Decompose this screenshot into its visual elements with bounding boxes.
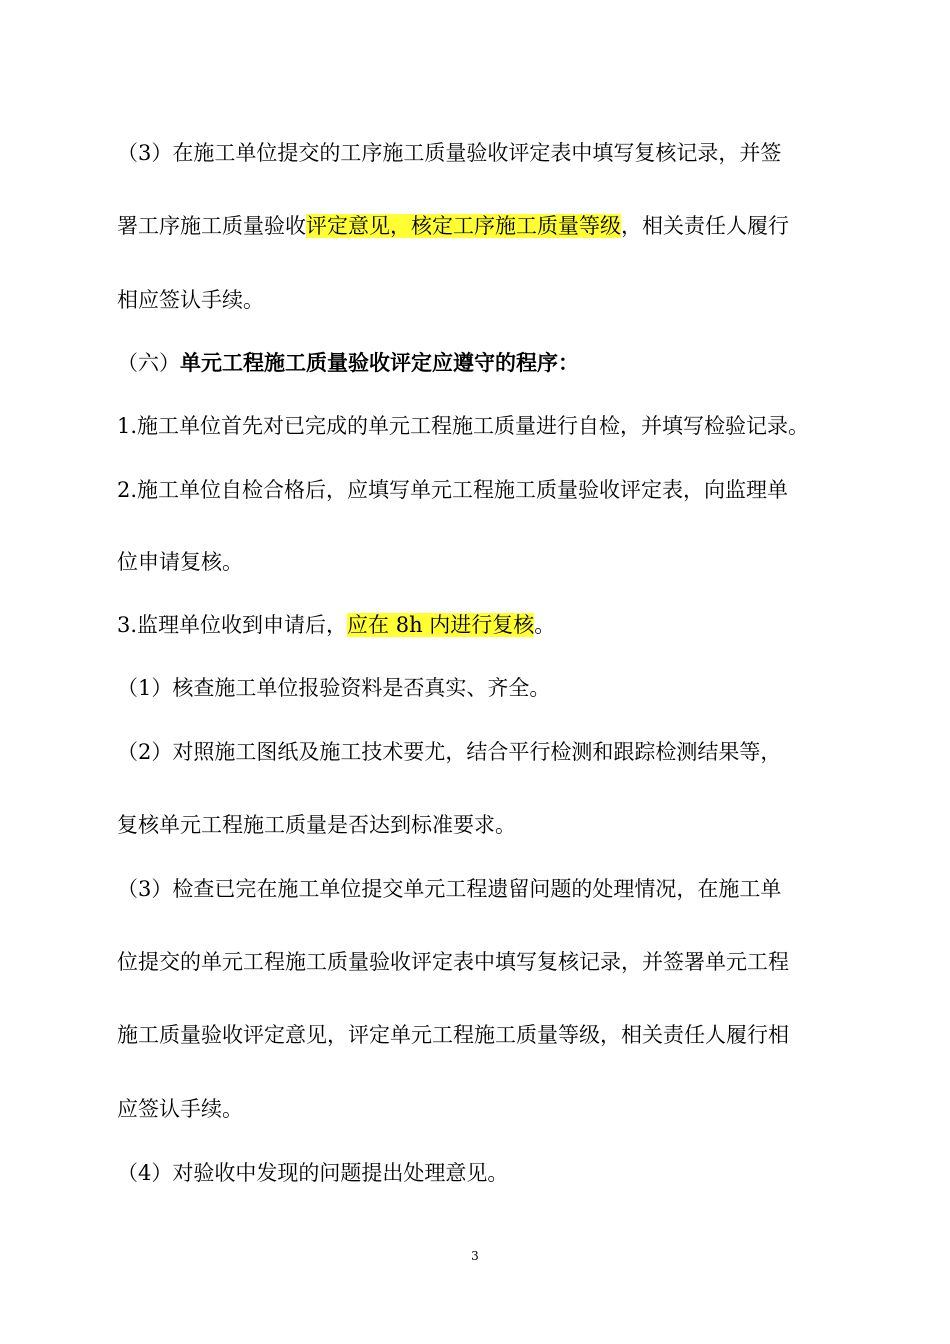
sub-item-1: （1）核查施工单位报验资料是否真实、齐全。 [117,676,551,700]
text-segment: 3.监理单位收到申请后， [117,613,348,637]
section-heading [117,350,579,376]
text-segment: 。 [534,613,556,637]
paragraph-3-line-1: （3）在施工单位提交的工序施工质量验收评定表中填写复核记录，并签 [117,141,782,165]
highlighted-text: 评定意见，核定工序施工质量等级 [306,214,621,238]
item-2-line-2: 位申请复核。 [117,550,243,574]
paragraph-3-line-3: 相应签认手续。 [117,288,264,312]
sub-item-3-line-4: 应签认手续。 [117,1097,243,1121]
section-heading-title: 单元工程施工质量验收评定应遵守的程序： [180,350,579,375]
sub-item-3-line-2: 位提交的单元工程施工质量验收评定表中填写复核记录，并签署单元工程 [117,950,789,974]
sub-item-2-line-1: （2）对照施工图纸及施工技术要尤，结合平行检测和跟踪检测结果等， [117,740,782,764]
sub-item-3-line-1: （3）检查已完在施工单位提交单元工程遗留问题的处理情况，在施工单 [117,877,782,901]
highlighted-text: 应在 8h 内进行复核 [347,613,535,637]
text-segment: ，相关责任人履行 [621,214,789,238]
item-2-line-1: 2.施工单位自检合格后，应填写单元工程施工质量验收评定表，向监理单 [117,478,789,502]
item-3 [117,612,555,638]
sub-item-2-line-2: 复核单元工程施工质量是否达到标准要求。 [117,813,516,837]
text-segment: 署工序施工质量验收 [117,214,306,238]
paragraph-3-line-2 [117,213,789,239]
sub-item-3-line-3: 施工质量验收评定意见，评定单元工程施工质量等级，相关责任人履行相 [117,1023,789,1047]
section-heading-prefix: （六） [117,351,180,375]
page-number: 3 [471,1249,479,1263]
item-1: 1.施工单位首先对已完成的单元工程施工质量进行自检，并填写检验记录。 [117,414,810,438]
sub-item-4: （4）对验收中发现的问题提出处理意见。 [117,1161,509,1185]
